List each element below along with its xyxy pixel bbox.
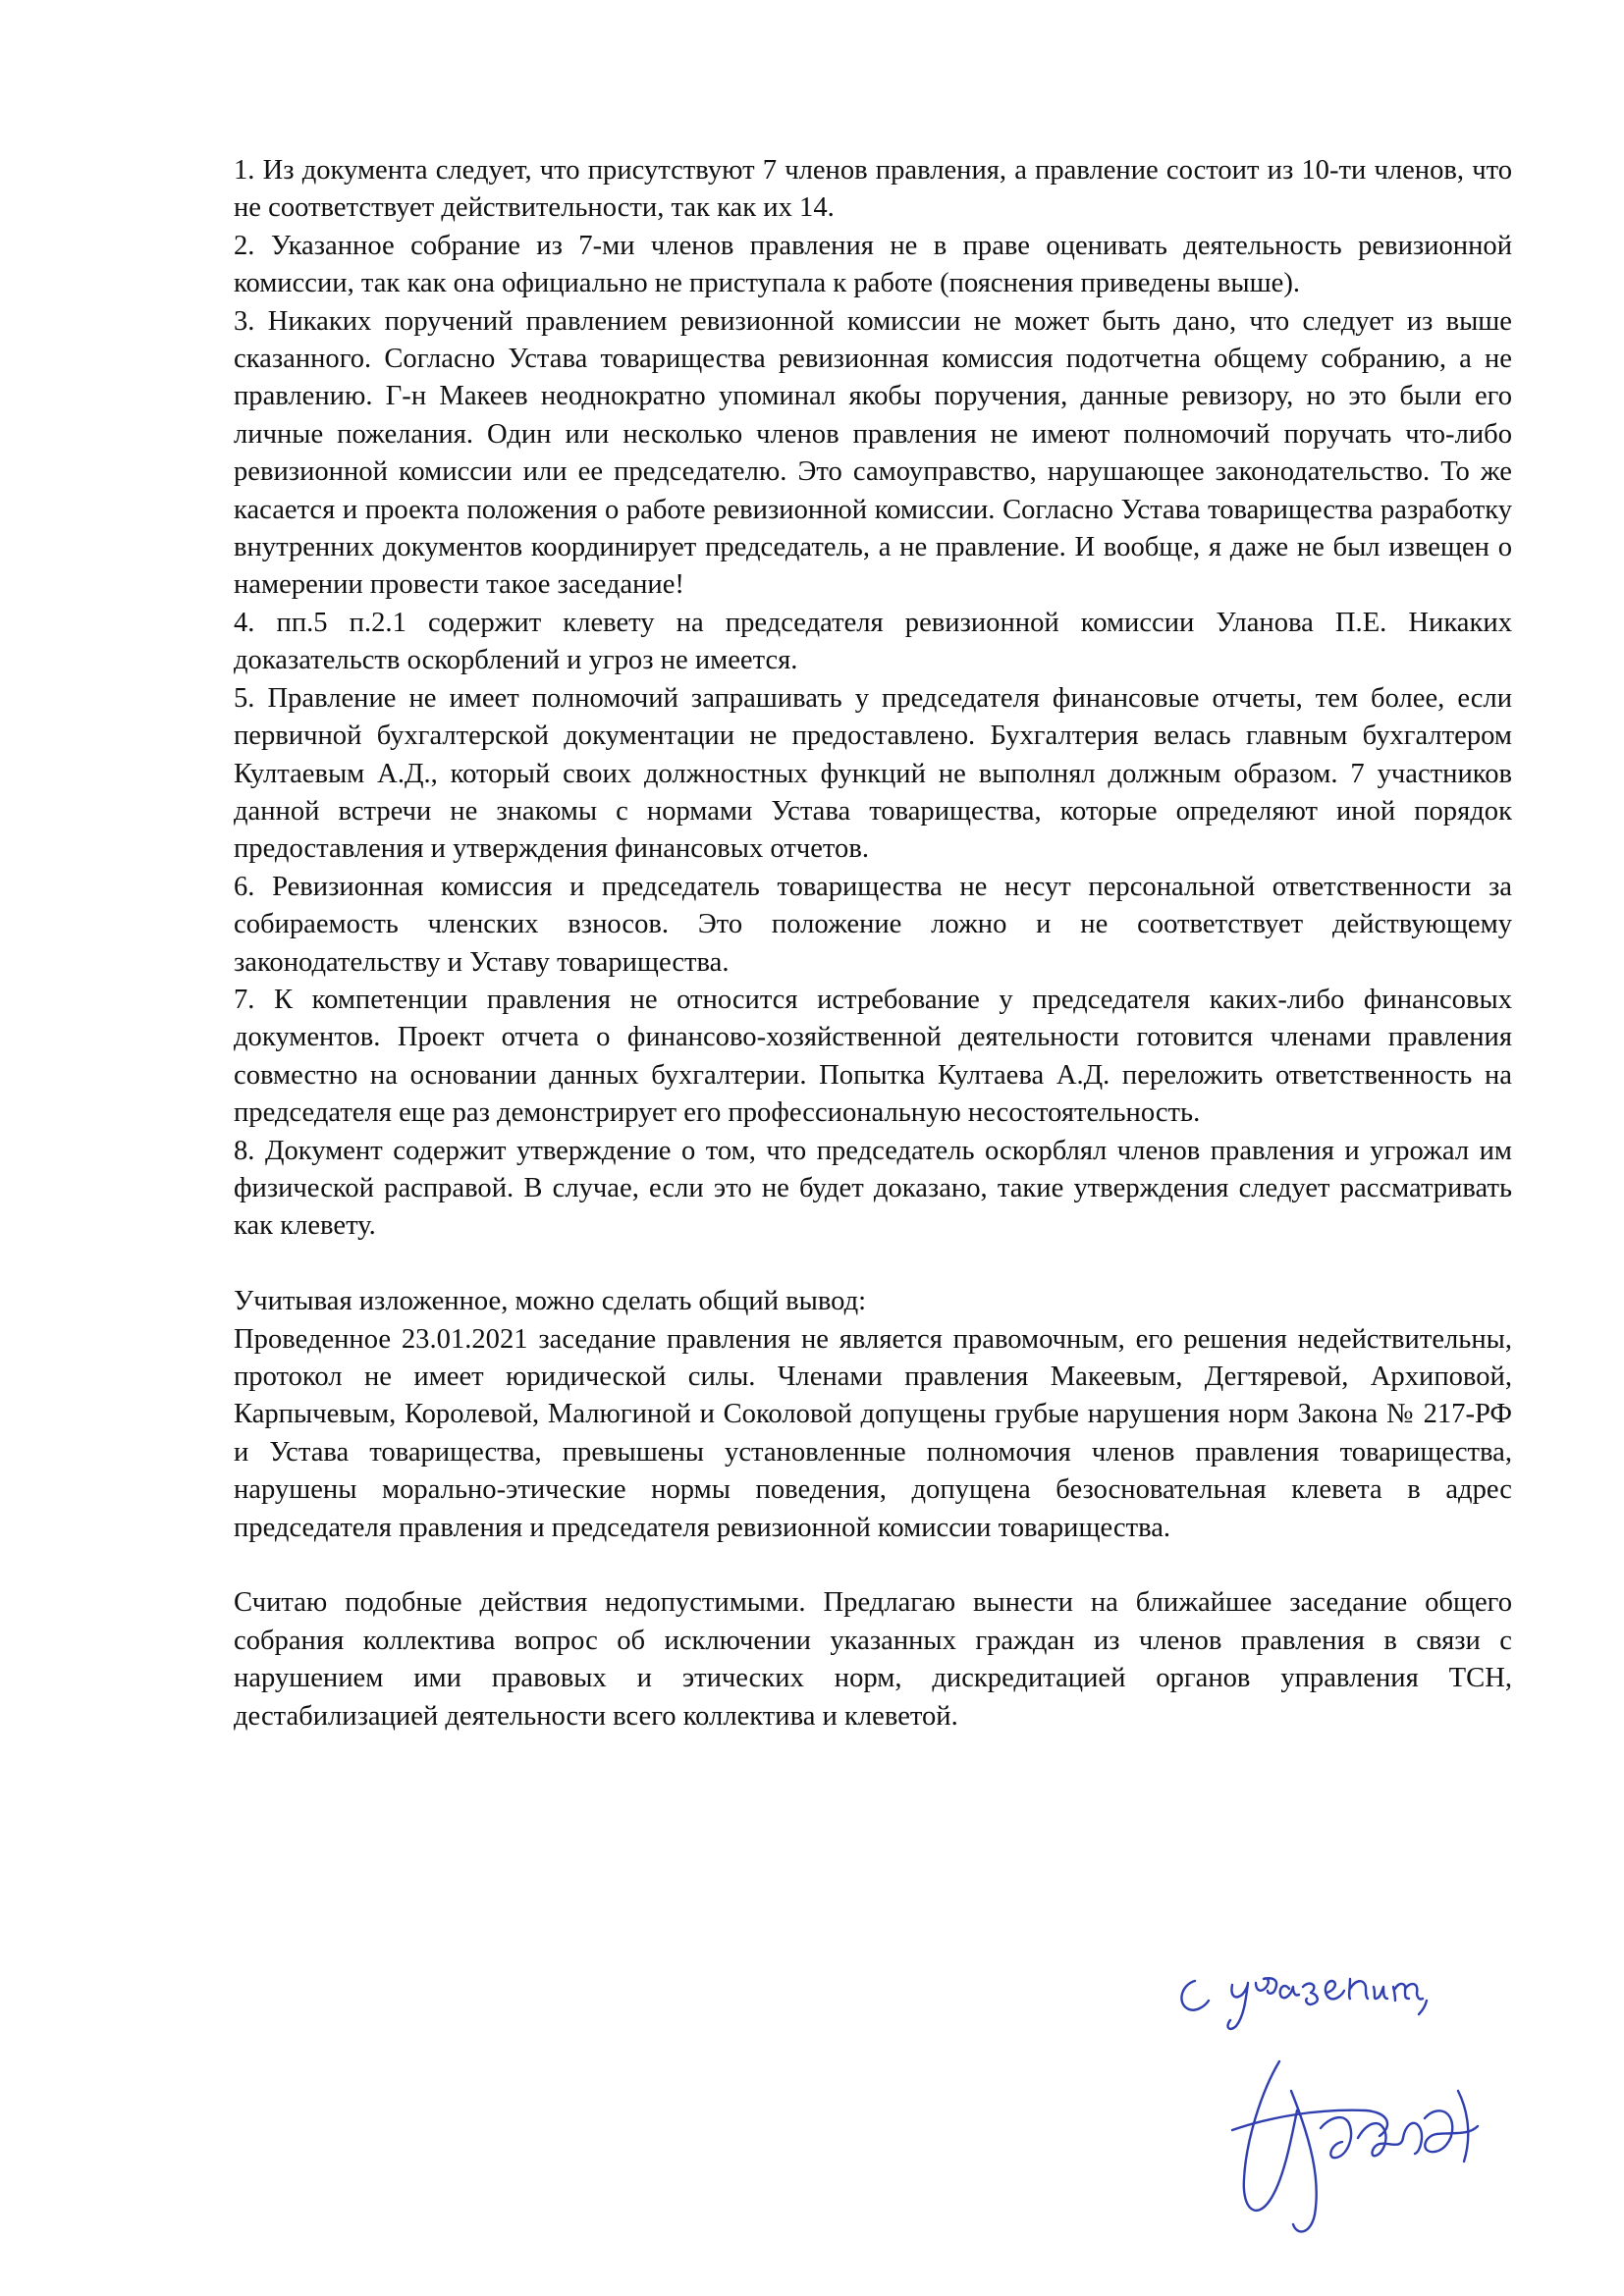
conclusion-intro: Учитывая изложенное, можно сделать общий вывод: [234,1286,867,1317]
list-item-6: 6. Ревизионная комиссия и председатель товарищества не несут персональной ответственности за собираемость членских взносов. Это положение ложно и не соответствует действующему законодательству и Уставу товарищества. [234,871,1512,978]
list-item-3: 3. Никаких поручений правлением ревизионной комиссии не может быть дано, что следует из выше сказанного. Согласно Устава товарищества ревизионная комиссия подотчетна общему собранию, а не правлению. Г-н Макеев неоднократно упоминал якобы поручения, данные ревизору, но это были его личные пожелания. Один или несколько членов правления не имеют полномочий поручать что-либо ревизионной комиссии или ее председателю. Это самоуправство, нарушающее законодательство. То же касается и проекта положения о работе ревизионной комиссии. Согласно Устава товарищества разработку внутренних документов координирует председатель, а не правление. И вообще, я даже не был извещен о намерении провести такое заседание! [234,305,1512,601]
list-item-4: 4. пп.5 п.2.1 содержит клевету на председателя ревизионной комиссии Уланова П.Е. Никаких доказательств оскорблений и угроз не имеется. [234,607,1512,676]
proposal-text: Считаю подобные действия недопустимыми. Предлагаю вынести на ближайшее заседание общего собрания коллектива вопрос об исключении указанных граждан из членов правления в связи с нарушением ими правовых и этических норм, дискредитацией органов управления ТСН, дестабилизацией деятельности всего коллектива и клеветой. [234,1587,1512,1732]
paragraph-spacer [234,1547,1512,1584]
handwritten-signature [1173,1944,1517,2248]
signature-drawing [1173,1944,1517,2248]
list-item-8: 8. Документ содержит утверждение о том, что председатель оскорблял членов правления и угрожал им физической расправой. В случае, если это не будет доказано, такие утверждения следует рассматривать как клевету. [234,1135,1512,1242]
list-item-5: 5. Правление не имеет полномочий запрашивать у председателя финансовые отчеты, тем более, если первичной бухгалтерской документации не предоставлено. Бухгалтерия велась главным бухгалтером Култаевым А.Д., который своих должностных функций не выполнял должным образом. 7 участников данной встречи не знакомы с нормами Устава товарищества, которые определяют иной порядок предоставления и утверждения финансовых отчетов. [234,682,1512,865]
list-item-7: 7. К компетенции правления не относится истребование у председателя каких-либо финансовых документов. Проект отчета о финансово-хозяйственной деятельности готовится членами правления совместно на основании данных бухгалтерии. Попытка Култаева А.Д. переложить ответственность на председателя еще раз демонстрирует его профессиональную несостоятельность. [234,984,1512,1129]
document-body [234,152,1512,1735]
list-item-2: 2. Указанное собрание из 7-ми членов правления не в праве оценивать деятельность ревизионной комиссии, так как она официально не приступала к работе (пояснения приведены выше). [234,230,1512,299]
paragraph-spacer [234,1246,1512,1283]
list-item-1: 1. Из документа следует, что присутствуют 7 членов правления, а правление состоит из 10-ти членов, что не соответствует действительности, так как их 14. [234,155,1512,224]
conclusion-text: Проведенное 23.01.2021 заседание правления не является правомочным, его решения недействительны, протокол не имеет юридической силы. Членами правления Макеевым, Дегтяревой, Архиповой, Карпычевым, Королевой, Малюгиной и Соколовой допущены грубые нарушения норм Закона № 217-РФ и Устава товарищества, превышены установленные полномочия членов правления товарищества, нарушены морально-этические нормы поведения, допущена безосновательная клевета в адрес председателя правления и председателя ревизионной комиссии товарищества. [234,1323,1512,1543]
